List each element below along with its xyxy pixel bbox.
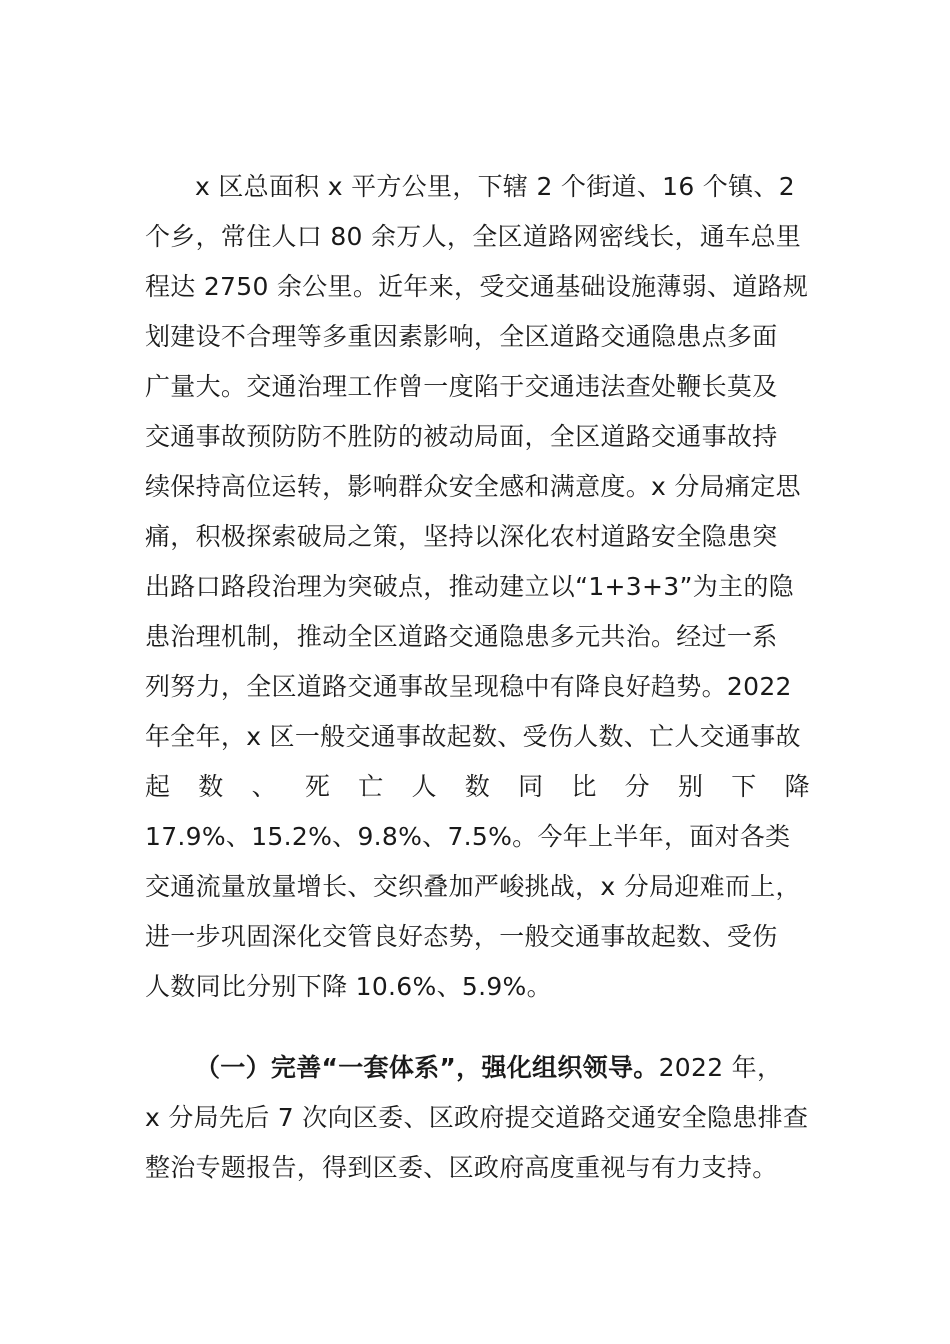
paragraph-line: x 分局先后 7 次向区委、区政府提交道路交通安全隐患排查	[145, 1103, 809, 1132]
paragraph-line: 列努力，全区道路交通事故呈现稳中有降良好趋势。2022	[145, 672, 792, 701]
justified-char: 亡	[358, 772, 384, 801]
justified-char: 数	[464, 772, 491, 801]
justified-char: 同	[518, 772, 544, 801]
justified-char: 分	[624, 772, 650, 801]
justified-char: 降	[784, 772, 810, 801]
paragraph-line: 交通事故预防防不胜防的被动局面，全区道路交通事故持	[145, 422, 778, 451]
paragraph-line: 年全年，x 区一般交通事故起数、受伤人数、亡人交通事故	[145, 722, 801, 751]
section-heading: （一）完善“一套体系”，强化组织领导。	[195, 1053, 659, 1082]
paragraph-line: x 区总面积 x 平方公里，下辖 2 个街道、16 个镇、2	[195, 172, 795, 201]
paragraph-line: 续保持高位运转，影响群众安全感和满意度。x 分局痛定思	[145, 472, 801, 501]
paragraph-line: 程达 2750 余公里。近年来，受交通基础设施薄弱、道路规	[145, 272, 809, 301]
paragraph-line: 患治理机制，推动全区道路交通隐患多元共治。经过一系	[145, 622, 778, 651]
justified-char: 起	[145, 772, 171, 801]
paragraph-line-justified	[145, 762, 810, 812]
justified-char: 别	[677, 772, 704, 801]
paragraph-line: 交通流量放量增长、交织叠加严峻挑战，x 分局迎难而上，	[145, 872, 801, 901]
paragraph-line: 个乡，常住人口 80 余万人，全区道路网密线长，通车总里	[145, 222, 802, 251]
justified-char: 数	[198, 772, 224, 801]
paragraph-line: 痛，积极探索破局之策，坚持以深化农村道路安全隐患突	[145, 522, 778, 551]
paragraph-line: 广量大。交通治理工作曾一度陷于交通违法查处鞭长莫及	[145, 372, 778, 401]
paragraph-line: 人数同比分别下降 10.6%、5.9%。	[145, 972, 552, 1001]
justified-char: 比	[571, 772, 597, 801]
justified-char: 下	[731, 772, 757, 801]
justified-char: 、	[251, 772, 277, 801]
paragraph-line: 划建设不合理等多重因素影响，全区道路交通隐患点多面	[145, 322, 778, 351]
paragraph-line: 出路口路段治理为突破点，推动建立以“1+3+3”为主的隐	[145, 572, 794, 601]
justified-char: 人	[411, 772, 437, 801]
paragraph-heading-line	[195, 1043, 782, 1093]
paragraph-line: 整治专题报告，得到区委、区政府高度重视与有力支持。	[145, 1153, 778, 1182]
heading-line-rest: 2022 年，	[658, 1053, 783, 1082]
paragraph-line: 进一步巩固深化交管良好态势，一般交通事故起数、受伤	[145, 922, 778, 951]
paragraph-line: 17.9%、15.2%、9.8%、7.5%。今年上半年，面对各类	[145, 822, 791, 851]
justified-char: 死	[304, 772, 331, 801]
